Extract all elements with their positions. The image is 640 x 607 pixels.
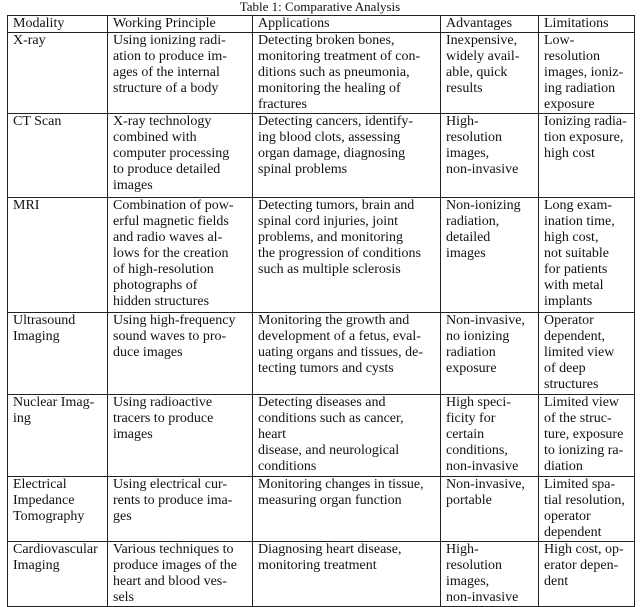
cell-applications: Detecting tumors, brain and spinal cord injuries, joint problems, and monitoring the progression of conditions such as multiple sclerosis: [253, 198, 441, 313]
cell-advantages: High- resolution images, non-invasive: [441, 114, 539, 198]
cell-working-principle: Using electrical cur- rents to produce ima- ges: [108, 477, 253, 542]
cell-modality: MRI: [8, 198, 108, 313]
header-applications: Applications: [253, 16, 441, 33]
cell-advantages: Inexpensive, widely avail- able, quick results: [441, 33, 539, 114]
cell-modality: Cardiovascular Imaging: [8, 542, 108, 607]
cell-advantages: Non-ionizing radiation, detailed images: [441, 198, 539, 313]
cell-modality: Electrical Impedance Tomography: [8, 477, 108, 542]
cell-modality: Ultrasound Imaging: [8, 313, 108, 395]
cell-advantages: Non-invasive, portable: [441, 477, 539, 542]
cell-advantages: Non-invasive, no ionizing radiation exposure: [441, 313, 539, 395]
cell-limitations: High cost, op- erator depen- dent: [539, 542, 635, 607]
cell-limitations: Operator dependent, limited view of deep structures: [539, 313, 635, 395]
table-row: [8, 542, 635, 607]
cell-limitations: Long exam- ination time, high cost, not suitable for patients with metal implants: [539, 198, 635, 313]
cell-modality: CT Scan: [8, 114, 108, 198]
cell-modality: X-ray: [8, 33, 108, 114]
header-limitations: Limitations: [539, 16, 635, 33]
table-row: [8, 477, 635, 542]
cell-modality: Nuclear Imag- ing: [8, 395, 108, 477]
cell-applications: Detecting cancers, identify- ing blood clots, assessing organ damage, diagnosing spinal problems: [253, 114, 441, 198]
cell-working-principle: X-ray technology combined with computer processing to produce detailed images: [108, 114, 253, 198]
header-advantages: Advantages: [441, 16, 539, 33]
cell-limitations: Limited spa- tial resolution, operator dependent: [539, 477, 635, 542]
cell-applications: Monitoring the growth and development of a fetus, eval- uating organs and tissues, de- tecting tumors and cysts: [253, 313, 441, 395]
cell-working-principle: Using ionizing radi- ation to produce im- ages of the internal structure of a body: [108, 33, 253, 114]
table-row: [8, 395, 635, 477]
cell-limitations: Limited view of the struc- ture, exposure to ionizing ra- diation: [539, 395, 635, 477]
table-row: [8, 313, 635, 395]
cell-limitations: Low- resolution images, ioniz- ing radiation exposure: [539, 33, 635, 114]
cell-applications: Diagnosing heart disease, monitoring treatment: [253, 542, 441, 607]
table-row: [8, 198, 635, 313]
cell-working-principle: Using radioactive tracers to produce images: [108, 395, 253, 477]
table-row: [8, 33, 635, 114]
cell-working-principle: Combination of pow- erful magnetic fields and radio waves al- lows for the creation of high-resolution photographs of hidden structures: [108, 198, 253, 313]
cell-advantages: High- resolution images, non-invasive: [441, 542, 539, 607]
cell-working-principle: Using high-frequency sound waves to pro- duce images: [108, 313, 253, 395]
table-row: [8, 114, 635, 198]
table-header-row: [8, 16, 635, 33]
cell-working-principle: Various techniques to produce images of the heart and blood ves- sels: [108, 542, 253, 607]
cell-applications: Detecting diseases and conditions such as cancer, heart disease, and neurological conditions: [253, 395, 441, 477]
cell-applications: Detecting broken bones, monitoring treatment of con- ditions such as pneumonia, monitoring the healing of fractures: [253, 33, 441, 114]
cell-advantages: High speci- ficity for certain conditions, non-invasive: [441, 395, 539, 477]
cell-limitations: Ionizing radia- tion exposure, high cost: [539, 114, 635, 198]
header-working-principle: Working Principle: [108, 16, 253, 33]
comparative-analysis-table: [7, 15, 635, 607]
header-modality: Modality: [8, 16, 108, 33]
cell-applications: Monitoring changes in tissue, measuring organ function: [253, 477, 441, 542]
table-caption: Table 1: Comparative Analysis: [239, 0, 401, 14]
